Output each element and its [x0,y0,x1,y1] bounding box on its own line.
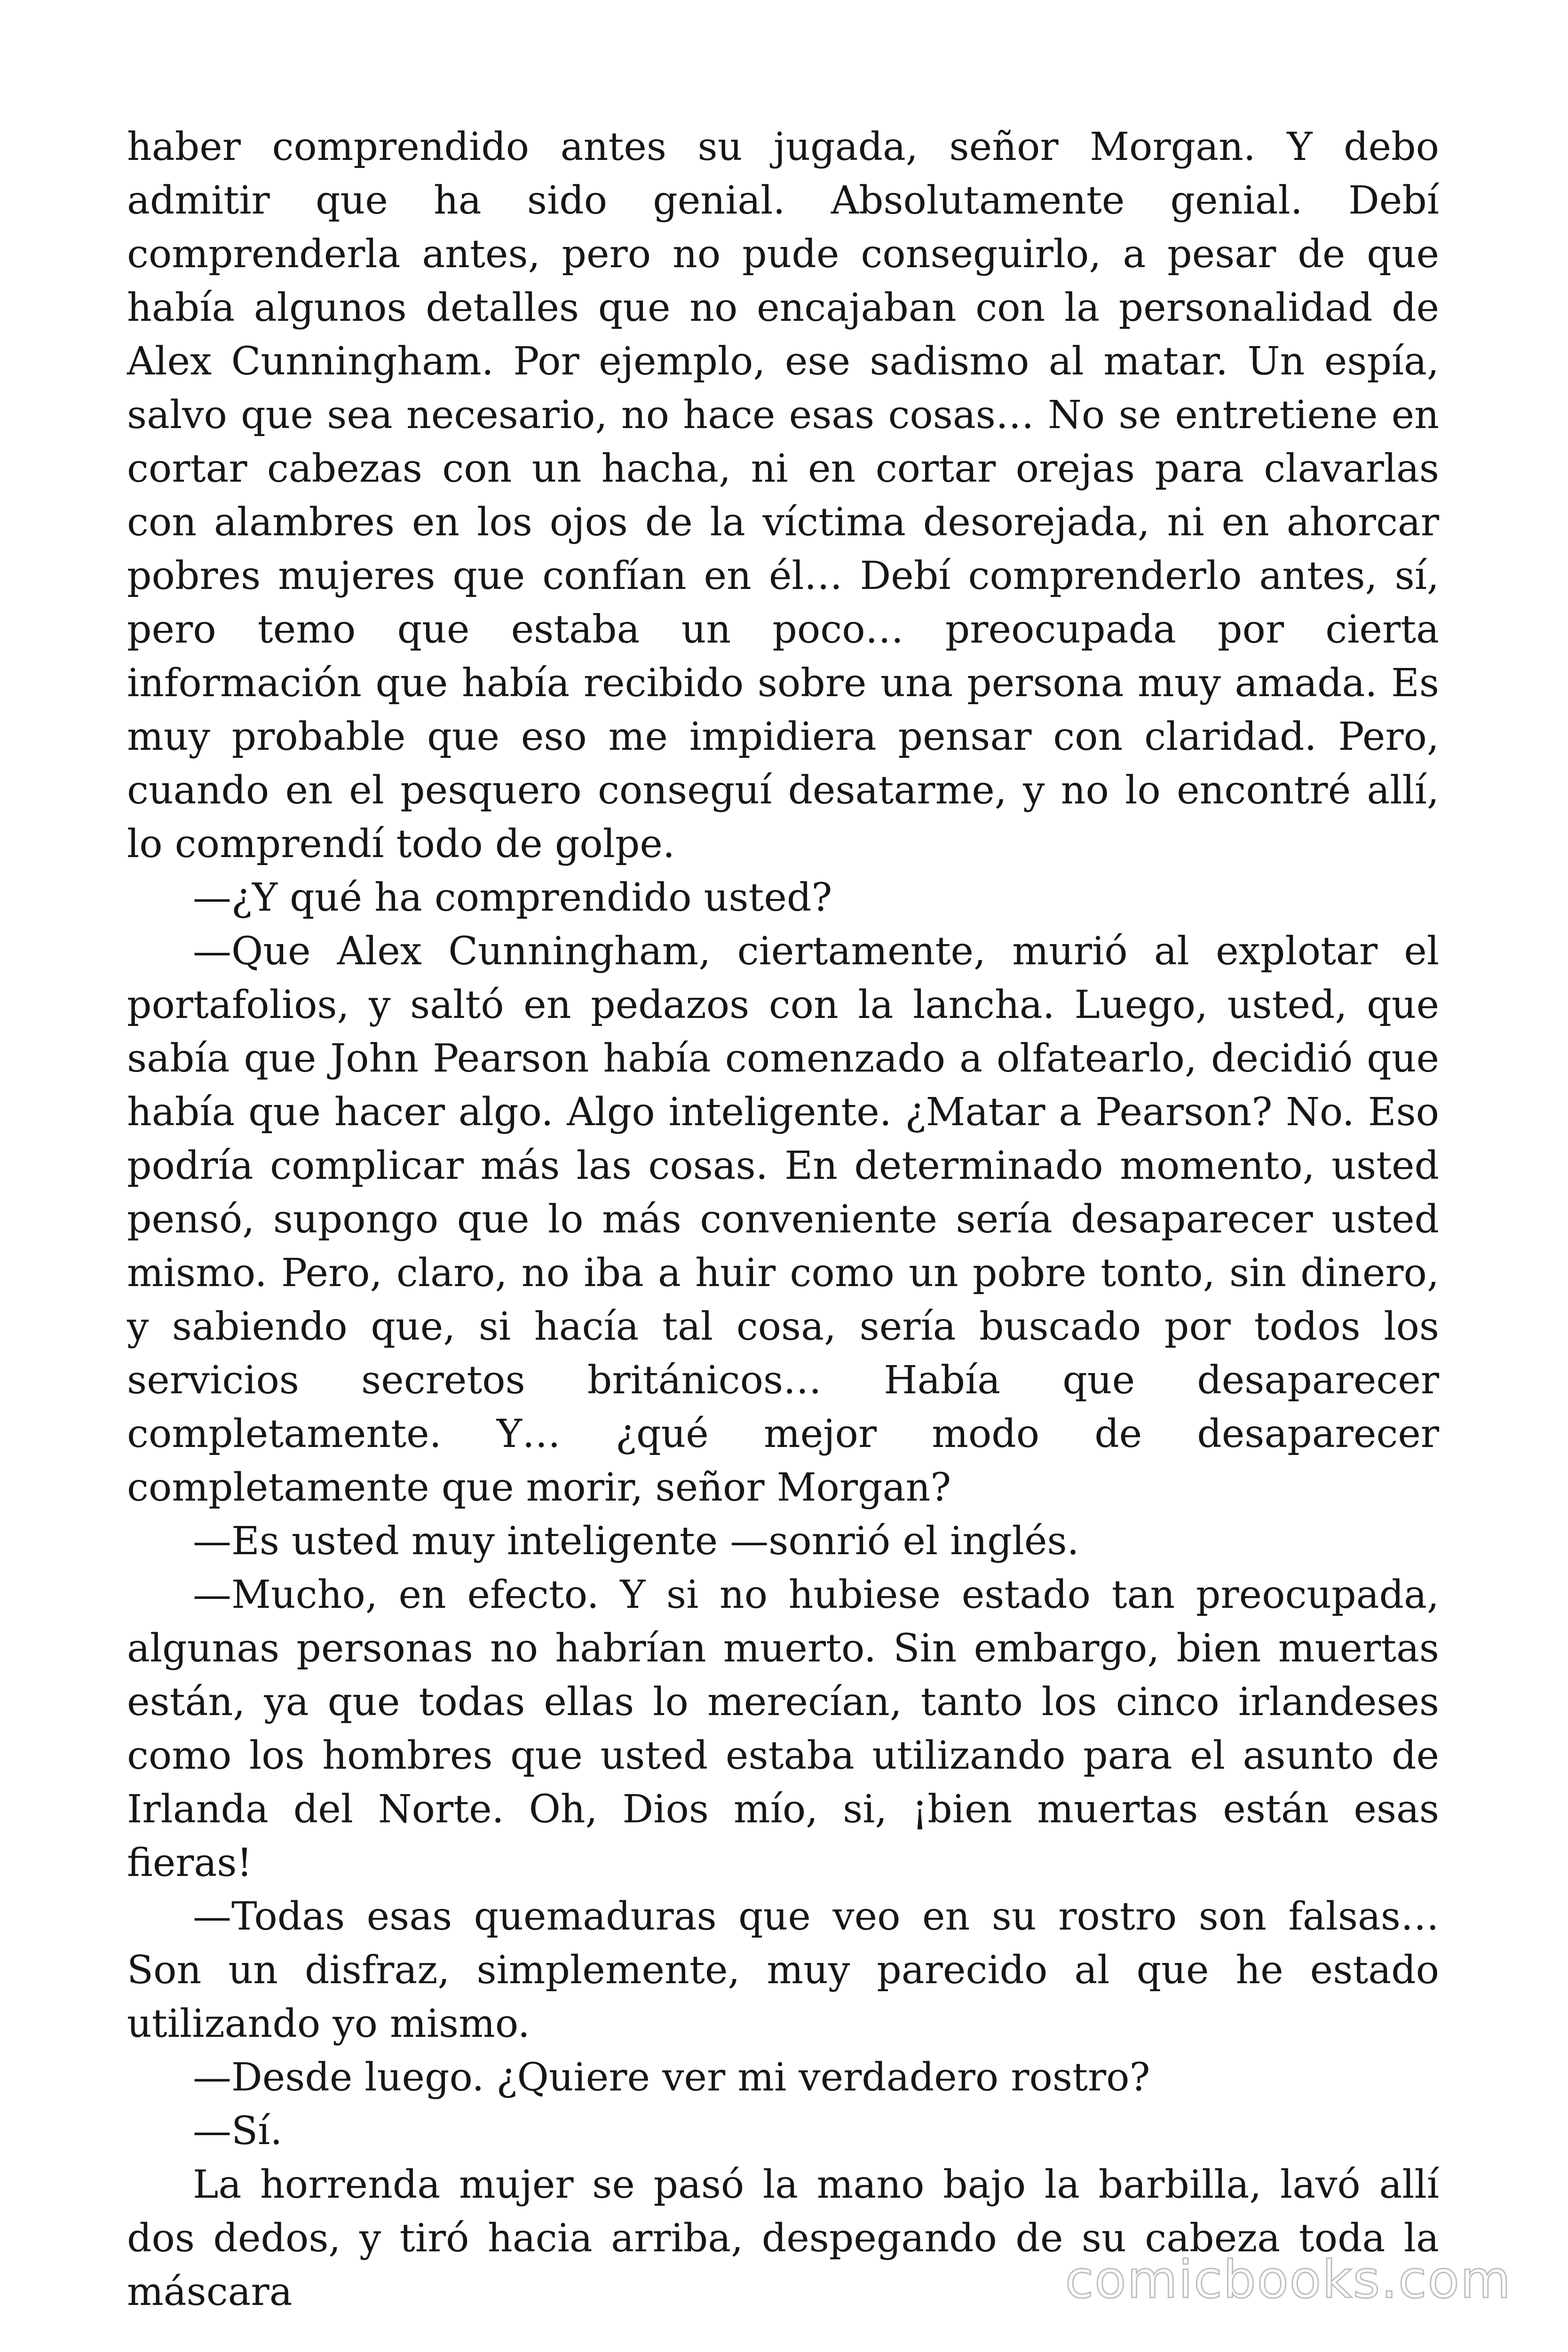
dialogue-paragraph: —¿Y qué ha comprendido usted? [193,875,832,920]
dialogue-paragraph: —Que Alex Cunningham, ciertamente, murió al explotar el portafolios, y saltó en pedazos con la lancha. Luego, usted, que sabía que John Pearson había comenzado a olfatearlo, decidió que había que hacer algo. Algo inteligente. ¿Matar a Pearson? No. Eso podría complicar más las cosas. En determinado momento, usted pensó, supongo que lo más conveniente sería desaparecer usted mismo. Pero, claro, no iba a huir como un pobre tonto, sin dinero, y sabiendo que, si hacía tal cosa, sería buscado por todos los servicios secretos británicos… Había que desaparecer completamente. Y… ¿qué mejor modo de desaparecer completamente que morir, señor Morgan? [127,929,1439,1510]
dialogue-paragraph: —Desde luego. ¿Quiere ver mi verdadero rostro? [193,2055,1150,2100]
watermark-logo: comicbooks.com [1065,2249,1512,2310]
narrative-paragraph: La horrenda mujer se pasó la mano bajo la barbilla, lavó allí dos dedos, y tiró hacia arriba, despegando de su cabeza toda la máscara [127,2162,1439,2314]
dialogue-paragraph: —Todas esas quemaduras que veo en su rostro son falsas… Son un disfraz, simplemente, muy parecido al que he estado utilizando yo mismo. [127,1894,1439,2046]
dialogue-paragraph: —Mucho, en efecto. Y si no hubiese estado tan preocupada, algunas personas no habrían muerto. Sin embargo, bien muertas están, ya que todas ellas lo merecían, tanto los cinco irlandeses como los hombres que usted estaba utilizando para el asunto de Irlanda del Norte. Oh, Dios mío, si, ¡bien muertas están esas fieras! [127,1573,1439,1885]
dialogue-paragraph: —Es usted muy inteligente —sonrió el inglés. [193,1519,1079,1564]
page-text-body [127,120,1439,2319]
paragraph-continuation: haber comprendido antes su jugada, señor Morgan. Y debo admitir que ha sido genial. Absolutamente genial. Debí comprenderla antes, pero no pude conseguirlo, a pesar de que había algunos detalles que no encajaban con la personalidad de Alex Cunningham. Por ejemplo, ese sadismo al matar. Un espía, salvo que sea necesario, no hace esas cosas… No se entretiene en cortar cabezas con un hacha, ni en cortar orejas para clavarlas con alambres en los ojos de la víctima desorejada, ni en ahorcar pobres mujeres que confían en él… Debí comprenderlo antes, sí, pero temo que estaba un poco… preocupada por cierta información que había recibido sobre una persona muy amada. Es muy probable que eso me impidiera pensar con claridad. Pero, cuando en el pesquero conseguí desatarme, y no lo encontré allí, lo comprendí todo de golpe. [127,125,1439,866]
dialogue-paragraph: —Sí. [193,2109,283,2153]
